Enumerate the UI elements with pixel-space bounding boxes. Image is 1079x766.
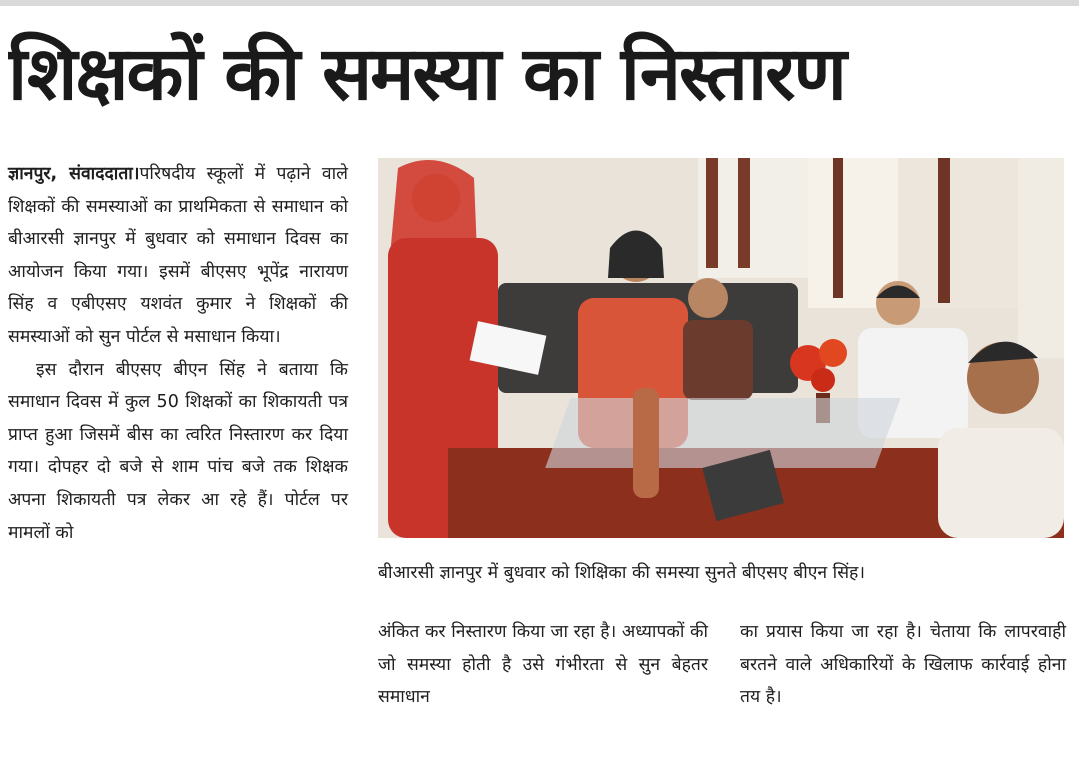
dateline: ज्ञानपुर, संवाददाता। xyxy=(8,164,140,184)
right-column-text: का प्रयास किया जा रहा है। चेताया कि लापरवाही बरतने वाले अधिकारियों के खिलाफ कार्रवाई होना तय है। xyxy=(740,622,1066,708)
article-paragraph-2: इस दौरान बीएसए बीएन सिंह ने बताया कि समाधान दिवस में कुल 50 शिक्षकों का शिकायती पत्र प्राप्त हुआ जिसमें बीस का त्वरित निस्तारण कर दिया गया। दोपहर दो बजे से शाम पांच बजे तक शिक्षक अपना शिकायती पत्र लेकर आ रहे हैं। पोर्टल पर मामलों को xyxy=(8,359,348,543)
photo-caption: बीआरसी ज्ञानपुर में बुधवार को शिक्षिका की समस्या सुनते बीएसए बीएन सिंह। xyxy=(378,563,865,583)
middle-column-text: अंकित कर निस्तारण किया जा रहा है। अध्यापकों की जो समस्या होती है उसे गंभीरता से सुन बेहतर समाधान xyxy=(378,622,708,708)
article-middle-column xyxy=(378,616,708,714)
news-photo-illustration xyxy=(378,158,1064,538)
article-left-column xyxy=(8,158,348,549)
paragraph-1-text: परिषदीय स्कूलों में पढ़ाने वाले शिक्षकों की समस्याओं का प्राथमिकता से समाधान को बीआरसी ज्ञानपुर में बुधवार को समाधान दिवस का आयोजन किया गया। इसमें बीएसए भूपेंद्र नारायण सिंह व एबीएसए यशवंत कुमार ने शिक्षकों की समस्याओं को सुन पोर्टल से मसाधान किया। xyxy=(8,164,349,347)
news-photo xyxy=(378,158,1064,538)
article-right-column xyxy=(740,616,1066,714)
headline: शिक्षकों की समस्या का निस्तारण xyxy=(8,31,845,117)
article-paragraph-1 xyxy=(8,158,348,354)
top-border xyxy=(0,0,1079,6)
